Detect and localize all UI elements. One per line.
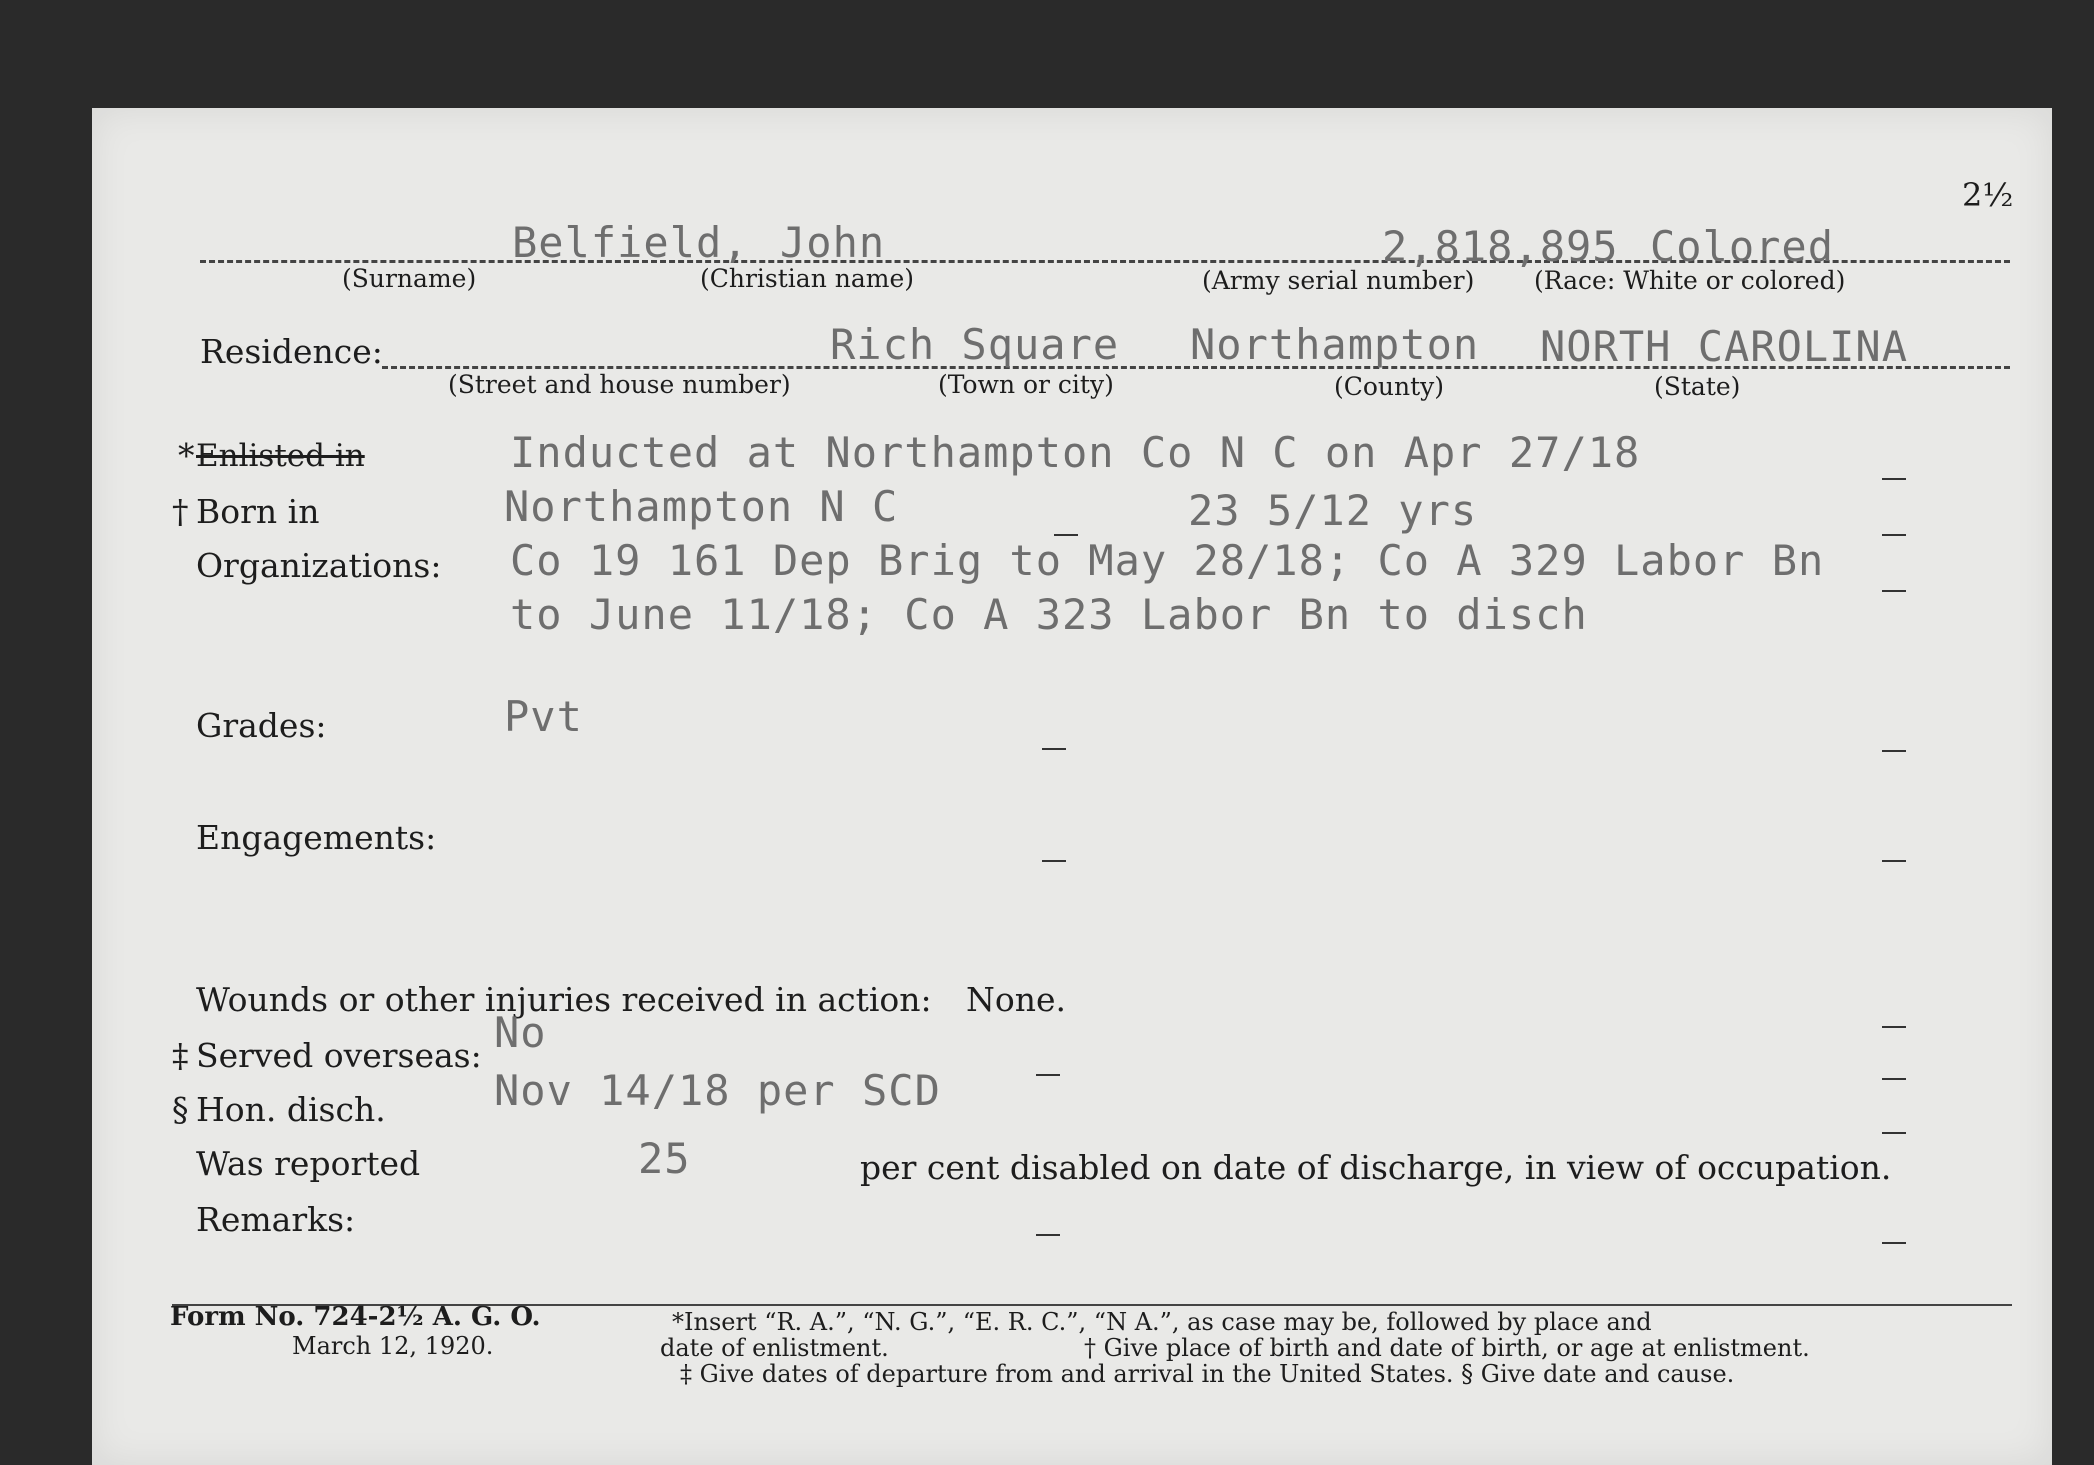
enlisted-dash (1882, 478, 1906, 480)
footnote-line-1: *Insert “R. A.”, “N. G.”, “E. R. C.”, “N A.”, as case may be, followed by place and (672, 1308, 1652, 1336)
service-record-card (92, 108, 2052, 1465)
born-dash (1882, 534, 1906, 536)
enlisted-mark: * (178, 436, 195, 475)
form-number: Form No. 724-2½ A. G. O. (170, 1302, 541, 1332)
reported-label: Was reported (196, 1144, 421, 1183)
enlisted-label: Enlisted in (196, 438, 365, 474)
residence-state-value: NORTH CAROLINA (1540, 322, 1909, 371)
enlisted-value: Inducted at Northampton Co N C on Apr 27/18 (510, 428, 1641, 477)
serial-number-value: 2,818,895 (1382, 222, 1619, 271)
form-date: March 12, 1920. (292, 1332, 494, 1360)
remarks-middle-dash (1036, 1234, 1060, 1236)
surname-value: Belfield, (512, 218, 749, 267)
born-value: Northampton N C (504, 482, 899, 531)
residence-county-value: Northampton (1190, 320, 1480, 369)
grades-value: Pvt (504, 692, 583, 741)
organizations-line-1: Co 19 161 Dep Brig to May 28/18; Co A 329 Labor Bn (510, 536, 1825, 585)
engagements-dash (1882, 860, 1906, 862)
reported-value: 25 (638, 1134, 691, 1183)
christian-name-label: (Christian name) (700, 264, 915, 293)
organizations-dash (1882, 590, 1906, 592)
footnote-line-2b: † Give place of birth and date of birth, or age at enlistment. (1084, 1334, 1810, 1362)
remarks-label: Remarks: (196, 1200, 356, 1239)
wounds-value: None. (966, 980, 1067, 1019)
grades-label: Grades: (196, 706, 327, 745)
disch-mark: § (172, 1090, 189, 1129)
disch-label: Hon. disch. (196, 1090, 386, 1129)
born-label: Born in (196, 492, 320, 531)
street-label: (Street and house number) (448, 370, 791, 399)
reported-dash (1882, 1132, 1906, 1134)
residence-label: Residence: (200, 332, 383, 371)
overseas-mark: ‡ (172, 1036, 189, 1075)
serial-number-label: (Army serial number) (1202, 266, 1475, 295)
christian-name-value: John (780, 218, 886, 267)
overseas-dash (1882, 1026, 1906, 1028)
disch-middle-dash (1036, 1074, 1060, 1076)
race-label: (Race: White or colored) (1534, 266, 1846, 295)
race-value: Colored (1650, 222, 1835, 271)
grades-dash (1882, 750, 1906, 752)
town-label: (Town or city) (938, 370, 1114, 399)
organizations-line-2: to June 11/18; Co A 323 Labor Bn to disch (510, 590, 1588, 639)
residence-town-value: Rich Square (830, 320, 1120, 369)
organizations-label: Organizations: (196, 546, 442, 585)
remarks-dash (1882, 1242, 1906, 1244)
disch-dash (1882, 1078, 1906, 1080)
county-label: (County) (1334, 372, 1445, 401)
wounds-label: Wounds or other injuries received in action: (196, 980, 932, 1019)
surname-label: (Surname) (342, 264, 477, 293)
overseas-value: No (494, 1008, 547, 1057)
engagements-label: Engagements: (196, 818, 437, 857)
grades-middle-dash (1042, 748, 1066, 750)
state-label: (State) (1654, 372, 1741, 401)
engagements-middle-dash (1042, 860, 1066, 862)
age-value: 23 5/12 yrs (1188, 486, 1478, 535)
disch-value: Nov 14/18 per SCD (494, 1066, 941, 1115)
corner-number: 2½ (1962, 176, 2014, 214)
born-mark: † (172, 492, 189, 531)
footnote-line-3: ‡ Give dates of departure from and arrival in the United States. § Give date and cause. (680, 1360, 1735, 1388)
reported-suffix: per cent disabled on date of discharge, in view of occupation. (860, 1148, 1892, 1187)
overseas-label: Served overseas: (196, 1036, 482, 1075)
footnote-line-2a: date of enlistment. (660, 1334, 889, 1362)
